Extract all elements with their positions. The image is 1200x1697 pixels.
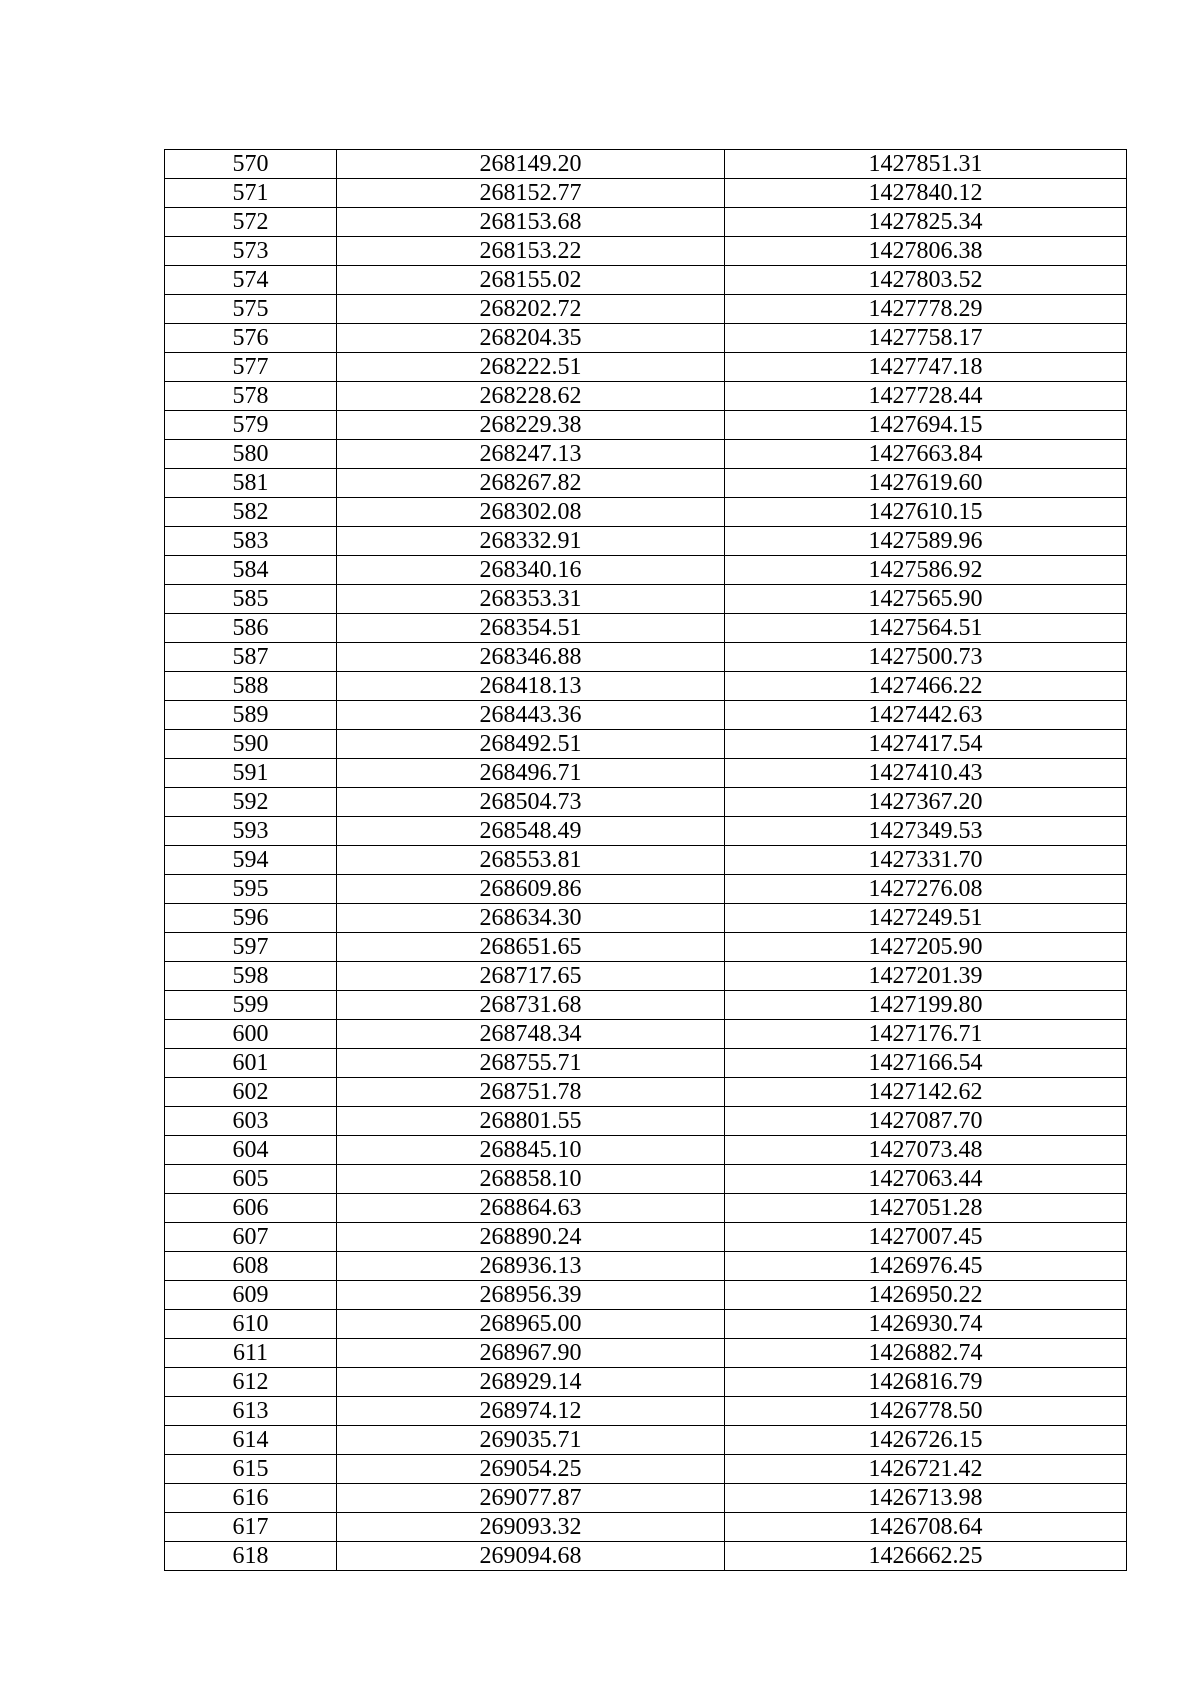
table-row [165, 266, 1127, 295]
table-row [165, 1049, 1127, 1078]
x-coordinate-cell: 268731.68 [337, 991, 725, 1020]
point-number-cell: 607 [165, 1223, 337, 1252]
y-coordinate-cell: 1427073.48 [725, 1136, 1127, 1165]
y-coordinate-cell: 1427619.60 [725, 469, 1127, 498]
x-coordinate-cell: 268504.73 [337, 788, 725, 817]
y-coordinate-cell: 1427758.17 [725, 324, 1127, 353]
x-coordinate-cell: 269077.87 [337, 1484, 725, 1513]
y-coordinate-cell: 1426950.22 [725, 1281, 1127, 1310]
point-number-cell: 616 [165, 1484, 337, 1513]
table-row [165, 1194, 1127, 1223]
point-number-cell: 578 [165, 382, 337, 411]
y-coordinate-cell: 1426930.74 [725, 1310, 1127, 1339]
table-row [165, 527, 1127, 556]
y-coordinate-cell: 1427806.38 [725, 237, 1127, 266]
table-row [165, 788, 1127, 817]
y-coordinate-cell: 1427825.34 [725, 208, 1127, 237]
x-coordinate-cell: 268302.08 [337, 498, 725, 527]
x-coordinate-cell: 268204.35 [337, 324, 725, 353]
y-coordinate-cell: 1427663.84 [725, 440, 1127, 469]
point-number-cell: 583 [165, 527, 337, 556]
table-row [165, 1455, 1127, 1484]
y-coordinate-cell: 1427586.92 [725, 556, 1127, 585]
x-coordinate-cell: 268354.51 [337, 614, 725, 643]
point-number-cell: 572 [165, 208, 337, 237]
point-number-cell: 602 [165, 1078, 337, 1107]
x-coordinate-cell: 268332.91 [337, 527, 725, 556]
y-coordinate-cell: 1426816.79 [725, 1368, 1127, 1397]
x-coordinate-cell: 268418.13 [337, 672, 725, 701]
x-coordinate-cell: 268890.24 [337, 1223, 725, 1252]
y-coordinate-cell: 1427349.53 [725, 817, 1127, 846]
table-row [165, 1542, 1127, 1571]
point-number-cell: 591 [165, 759, 337, 788]
point-number-cell: 575 [165, 295, 337, 324]
point-number-cell: 582 [165, 498, 337, 527]
table-row [165, 962, 1127, 991]
point-number-cell: 604 [165, 1136, 337, 1165]
table-row [165, 208, 1127, 237]
point-number-cell: 576 [165, 324, 337, 353]
point-number-cell: 603 [165, 1107, 337, 1136]
point-number-cell: 595 [165, 875, 337, 904]
y-coordinate-cell: 1427249.51 [725, 904, 1127, 933]
y-coordinate-cell: 1427201.39 [725, 962, 1127, 991]
y-coordinate-cell: 1427087.70 [725, 1107, 1127, 1136]
point-number-cell: 610 [165, 1310, 337, 1339]
point-number-cell: 594 [165, 846, 337, 875]
x-coordinate-cell: 268548.49 [337, 817, 725, 846]
x-coordinate-cell: 268717.65 [337, 962, 725, 991]
x-coordinate-cell: 268346.88 [337, 643, 725, 672]
x-coordinate-cell: 268748.34 [337, 1020, 725, 1049]
coordinates-table-body [165, 150, 1127, 1571]
point-number-cell: 587 [165, 643, 337, 672]
y-coordinate-cell: 1427565.90 [725, 585, 1127, 614]
x-coordinate-cell: 269054.25 [337, 1455, 725, 1484]
table-row [165, 1078, 1127, 1107]
table-row [165, 1020, 1127, 1049]
y-coordinate-cell: 1427840.12 [725, 179, 1127, 208]
table-row [165, 1165, 1127, 1194]
point-number-cell: 584 [165, 556, 337, 585]
y-coordinate-cell: 1426708.64 [725, 1513, 1127, 1542]
point-number-cell: 606 [165, 1194, 337, 1223]
y-coordinate-cell: 1427007.45 [725, 1223, 1127, 1252]
y-coordinate-cell: 1427778.29 [725, 295, 1127, 324]
table-row [165, 382, 1127, 411]
x-coordinate-cell: 268228.62 [337, 382, 725, 411]
table-row [165, 614, 1127, 643]
point-number-cell: 589 [165, 701, 337, 730]
point-number-cell: 581 [165, 469, 337, 498]
point-number-cell: 613 [165, 1397, 337, 1426]
table-row [165, 237, 1127, 266]
x-coordinate-cell: 268247.13 [337, 440, 725, 469]
point-number-cell: 580 [165, 440, 337, 469]
x-coordinate-cell: 269093.32 [337, 1513, 725, 1542]
x-coordinate-cell: 268858.10 [337, 1165, 725, 1194]
table-row [165, 1252, 1127, 1281]
point-number-cell: 609 [165, 1281, 337, 1310]
y-coordinate-cell: 1427166.54 [725, 1049, 1127, 1078]
point-number-cell: 592 [165, 788, 337, 817]
x-coordinate-cell: 268965.00 [337, 1310, 725, 1339]
point-number-cell: 586 [165, 614, 337, 643]
x-coordinate-cell: 268845.10 [337, 1136, 725, 1165]
x-coordinate-cell: 268229.38 [337, 411, 725, 440]
point-number-cell: 605 [165, 1165, 337, 1194]
x-coordinate-cell: 268153.68 [337, 208, 725, 237]
y-coordinate-cell: 1427331.70 [725, 846, 1127, 875]
table-row [165, 498, 1127, 527]
table-row [165, 1426, 1127, 1455]
point-number-cell: 577 [165, 353, 337, 382]
y-coordinate-cell: 1426662.25 [725, 1542, 1127, 1571]
y-coordinate-cell: 1427417.54 [725, 730, 1127, 759]
point-number-cell: 599 [165, 991, 337, 1020]
point-number-cell: 593 [165, 817, 337, 846]
y-coordinate-cell: 1427442.63 [725, 701, 1127, 730]
table-row [165, 295, 1127, 324]
point-number-cell: 611 [165, 1339, 337, 1368]
point-number-cell: 601 [165, 1049, 337, 1078]
point-number-cell: 618 [165, 1542, 337, 1571]
table-row [165, 730, 1127, 759]
x-coordinate-cell: 268149.20 [337, 150, 725, 179]
table-row [165, 1368, 1127, 1397]
point-number-cell: 574 [165, 266, 337, 295]
point-number-cell: 588 [165, 672, 337, 701]
coordinates-table [164, 149, 1127, 1571]
y-coordinate-cell: 1427142.62 [725, 1078, 1127, 1107]
x-coordinate-cell: 269035.71 [337, 1426, 725, 1455]
point-number-cell: 597 [165, 933, 337, 962]
table-row [165, 1513, 1127, 1542]
y-coordinate-cell: 1427276.08 [725, 875, 1127, 904]
table-row [165, 440, 1127, 469]
point-number-cell: 614 [165, 1426, 337, 1455]
y-coordinate-cell: 1427205.90 [725, 933, 1127, 962]
y-coordinate-cell: 1427051.28 [725, 1194, 1127, 1223]
table-row [165, 1107, 1127, 1136]
table-row [165, 1310, 1127, 1339]
table-row [165, 991, 1127, 1020]
table-row [165, 846, 1127, 875]
x-coordinate-cell: 268152.77 [337, 179, 725, 208]
x-coordinate-cell: 268936.13 [337, 1252, 725, 1281]
x-coordinate-cell: 268553.81 [337, 846, 725, 875]
table-row [165, 556, 1127, 585]
x-coordinate-cell: 268967.90 [337, 1339, 725, 1368]
table-row [165, 411, 1127, 440]
y-coordinate-cell: 1427747.18 [725, 353, 1127, 382]
y-coordinate-cell: 1426713.98 [725, 1484, 1127, 1513]
y-coordinate-cell: 1427199.80 [725, 991, 1127, 1020]
table-row [165, 469, 1127, 498]
x-coordinate-cell: 268267.82 [337, 469, 725, 498]
y-coordinate-cell: 1426726.15 [725, 1426, 1127, 1455]
point-number-cell: 617 [165, 1513, 337, 1542]
y-coordinate-cell: 1427466.22 [725, 672, 1127, 701]
x-coordinate-cell: 268492.51 [337, 730, 725, 759]
y-coordinate-cell: 1426976.45 [725, 1252, 1127, 1281]
point-number-cell: 590 [165, 730, 337, 759]
y-coordinate-cell: 1427610.15 [725, 498, 1127, 527]
point-number-cell: 571 [165, 179, 337, 208]
y-coordinate-cell: 1427564.51 [725, 614, 1127, 643]
point-number-cell: 579 [165, 411, 337, 440]
table-row [165, 1223, 1127, 1252]
table-row [165, 150, 1127, 179]
x-coordinate-cell: 268609.86 [337, 875, 725, 904]
y-coordinate-cell: 1427694.15 [725, 411, 1127, 440]
table-row [165, 817, 1127, 846]
table-row [165, 1484, 1127, 1513]
table-row [165, 672, 1127, 701]
point-number-cell: 573 [165, 237, 337, 266]
x-coordinate-cell: 268956.39 [337, 1281, 725, 1310]
table-row [165, 759, 1127, 788]
table-row [165, 1397, 1127, 1426]
x-coordinate-cell: 268496.71 [337, 759, 725, 788]
x-coordinate-cell: 268929.14 [337, 1368, 725, 1397]
point-number-cell: 596 [165, 904, 337, 933]
point-number-cell: 585 [165, 585, 337, 614]
table-row [165, 1136, 1127, 1165]
table-row [165, 1281, 1127, 1310]
x-coordinate-cell: 268864.63 [337, 1194, 725, 1223]
point-number-cell: 570 [165, 150, 337, 179]
table-row [165, 701, 1127, 730]
y-coordinate-cell: 1426721.42 [725, 1455, 1127, 1484]
y-coordinate-cell: 1427589.96 [725, 527, 1127, 556]
y-coordinate-cell: 1427851.31 [725, 150, 1127, 179]
table-row [165, 353, 1127, 382]
table-row [165, 875, 1127, 904]
table-row [165, 933, 1127, 962]
y-coordinate-cell: 1427803.52 [725, 266, 1127, 295]
table-row [165, 1339, 1127, 1368]
point-number-cell: 612 [165, 1368, 337, 1397]
table-row [165, 643, 1127, 672]
y-coordinate-cell: 1427176.71 [725, 1020, 1127, 1049]
x-coordinate-cell: 268202.72 [337, 295, 725, 324]
x-coordinate-cell: 269094.68 [337, 1542, 725, 1571]
y-coordinate-cell: 1427410.43 [725, 759, 1127, 788]
point-number-cell: 600 [165, 1020, 337, 1049]
x-coordinate-cell: 268153.22 [337, 237, 725, 266]
x-coordinate-cell: 268801.55 [337, 1107, 725, 1136]
table-row [165, 904, 1127, 933]
x-coordinate-cell: 268651.65 [337, 933, 725, 962]
x-coordinate-cell: 268353.31 [337, 585, 725, 614]
table-row [165, 324, 1127, 353]
table-row [165, 585, 1127, 614]
table-row [165, 179, 1127, 208]
x-coordinate-cell: 268634.30 [337, 904, 725, 933]
x-coordinate-cell: 268155.02 [337, 266, 725, 295]
x-coordinate-cell: 268751.78 [337, 1078, 725, 1107]
y-coordinate-cell: 1427500.73 [725, 643, 1127, 672]
x-coordinate-cell: 268974.12 [337, 1397, 725, 1426]
y-coordinate-cell: 1426882.74 [725, 1339, 1127, 1368]
y-coordinate-cell: 1427367.20 [725, 788, 1127, 817]
x-coordinate-cell: 268340.16 [337, 556, 725, 585]
point-number-cell: 598 [165, 962, 337, 991]
x-coordinate-cell: 268443.36 [337, 701, 725, 730]
point-number-cell: 615 [165, 1455, 337, 1484]
point-number-cell: 608 [165, 1252, 337, 1281]
y-coordinate-cell: 1427728.44 [725, 382, 1127, 411]
x-coordinate-cell: 268222.51 [337, 353, 725, 382]
x-coordinate-cell: 268755.71 [337, 1049, 725, 1078]
y-coordinate-cell: 1426778.50 [725, 1397, 1127, 1426]
y-coordinate-cell: 1427063.44 [725, 1165, 1127, 1194]
